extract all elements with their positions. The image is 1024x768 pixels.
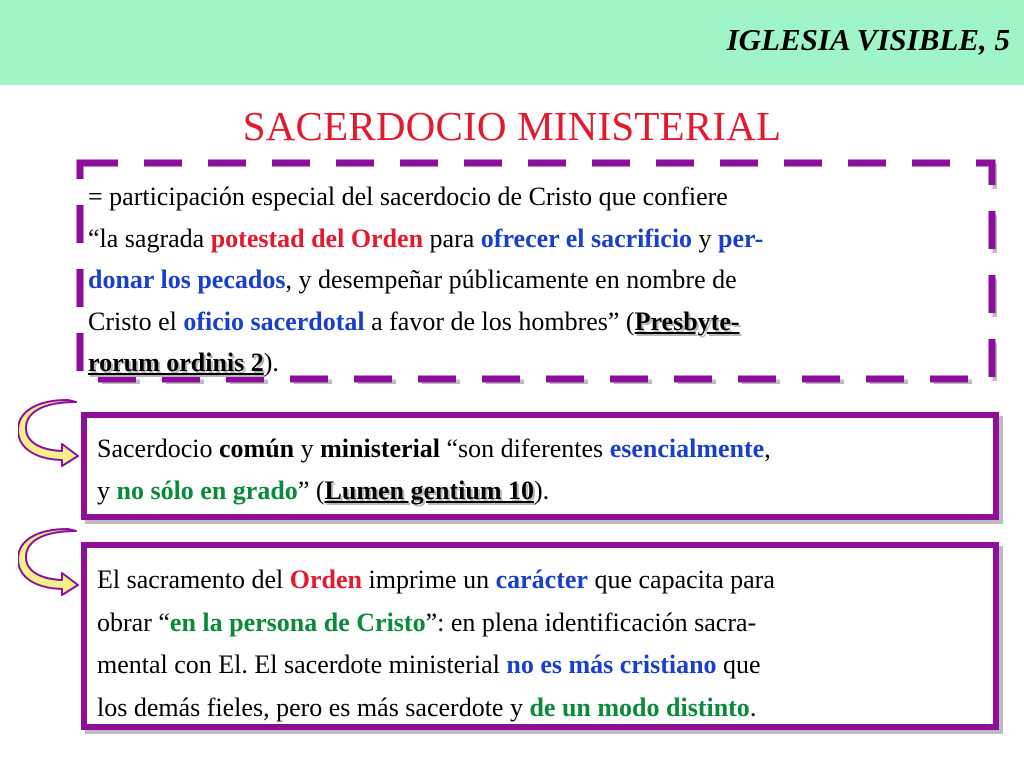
text-run: para [423,223,481,253]
citation-lumen-gentium: Lumen gentium 10 [324,476,534,505]
text-run: “la sagrada [88,223,211,253]
emphasis-ministerial: ministerial [320,434,441,463]
header-band [0,0,1024,85]
emphasis-esencialmente: esencialmente [609,434,765,463]
emphasis-orden: Orden [289,565,362,594]
definition-line [88,342,763,384]
text-run: ” ( [297,476,325,505]
text-run: . [749,692,757,722]
citation-presbyterorum: Presbyte- [634,306,740,336]
box-line [97,602,775,645]
text-run: imprime un [362,565,496,594]
text-run: , [764,434,771,463]
text-run: los demás fieles, pero es más sacerdote y [97,692,530,722]
text-run: ”: en plena identificación sacra- [425,607,757,637]
text-run: mental con El. El sacerdote ministerial [97,650,507,679]
box-line [97,644,775,687]
definition-line [88,259,763,301]
emphasis-comun: común [219,434,295,463]
definition-box [75,158,997,384]
text-run: ). [533,476,550,505]
emphasis-oficio: oficio sacerdotal [183,306,365,336]
definition-line [88,176,763,218]
text-run: , y desempeñar públicamente en nombre de [285,265,737,294]
box-line [97,559,775,602]
emphasis-caracter: carácter [495,565,588,594]
text-run: y [97,476,117,505]
box-line [97,470,771,512]
box-line [97,428,771,470]
emphasis-no-solo-en-grado: no sólo en grado [116,476,298,505]
emphasis-potestad: potestad del Orden [210,223,424,253]
text-run: que [716,650,761,679]
emphasis-persona-de-cristo: en la persona de Cristo [169,607,426,637]
common-vs-ministerial-box [81,412,999,520]
sacrament-of-order-box [81,542,999,730]
emphasis-no-es-mas-cristiano: no es más cristiano [506,650,717,679]
citation-presbyterorum: rorum ordinis 2 [88,348,264,377]
emphasis-perdonar: donar los pecados [88,265,286,294]
box-line [97,687,775,730]
definition-text [88,176,763,384]
text-run: Cristo el [88,306,184,336]
definition-line [88,301,763,343]
text-run: ). [263,348,279,377]
definition-line [88,218,763,260]
text-run: a favor de los hombres” ( [364,306,635,336]
curved-arrow-icon [18,398,82,468]
text-run: obrar “ [97,607,170,637]
slide-header-title: IGLESIA VISIBLE, 5 [726,22,1010,57]
common-vs-ministerial-text [97,428,771,512]
text-run: “son diferentes [440,434,610,463]
text-run: = participación especial del sacerdocio de Cristo que confiere [88,182,728,211]
emphasis-perdonar: per- [718,223,764,253]
text-run: El sacramento del [97,565,290,594]
text-run: Sacerdocio [97,434,220,463]
text-run: y [294,434,321,463]
curved-arrow-icon [18,527,82,597]
emphasis-modo-distinto: de un modo distinto [529,692,750,722]
text-run: que capacita para [587,565,775,594]
sacrament-of-order-text [97,559,775,729]
emphasis-ofrecer: ofrecer el sacrificio [480,223,693,253]
slide-title: SACERDOCIO MINISTERIAL [242,103,782,149]
text-run: y [692,223,719,253]
